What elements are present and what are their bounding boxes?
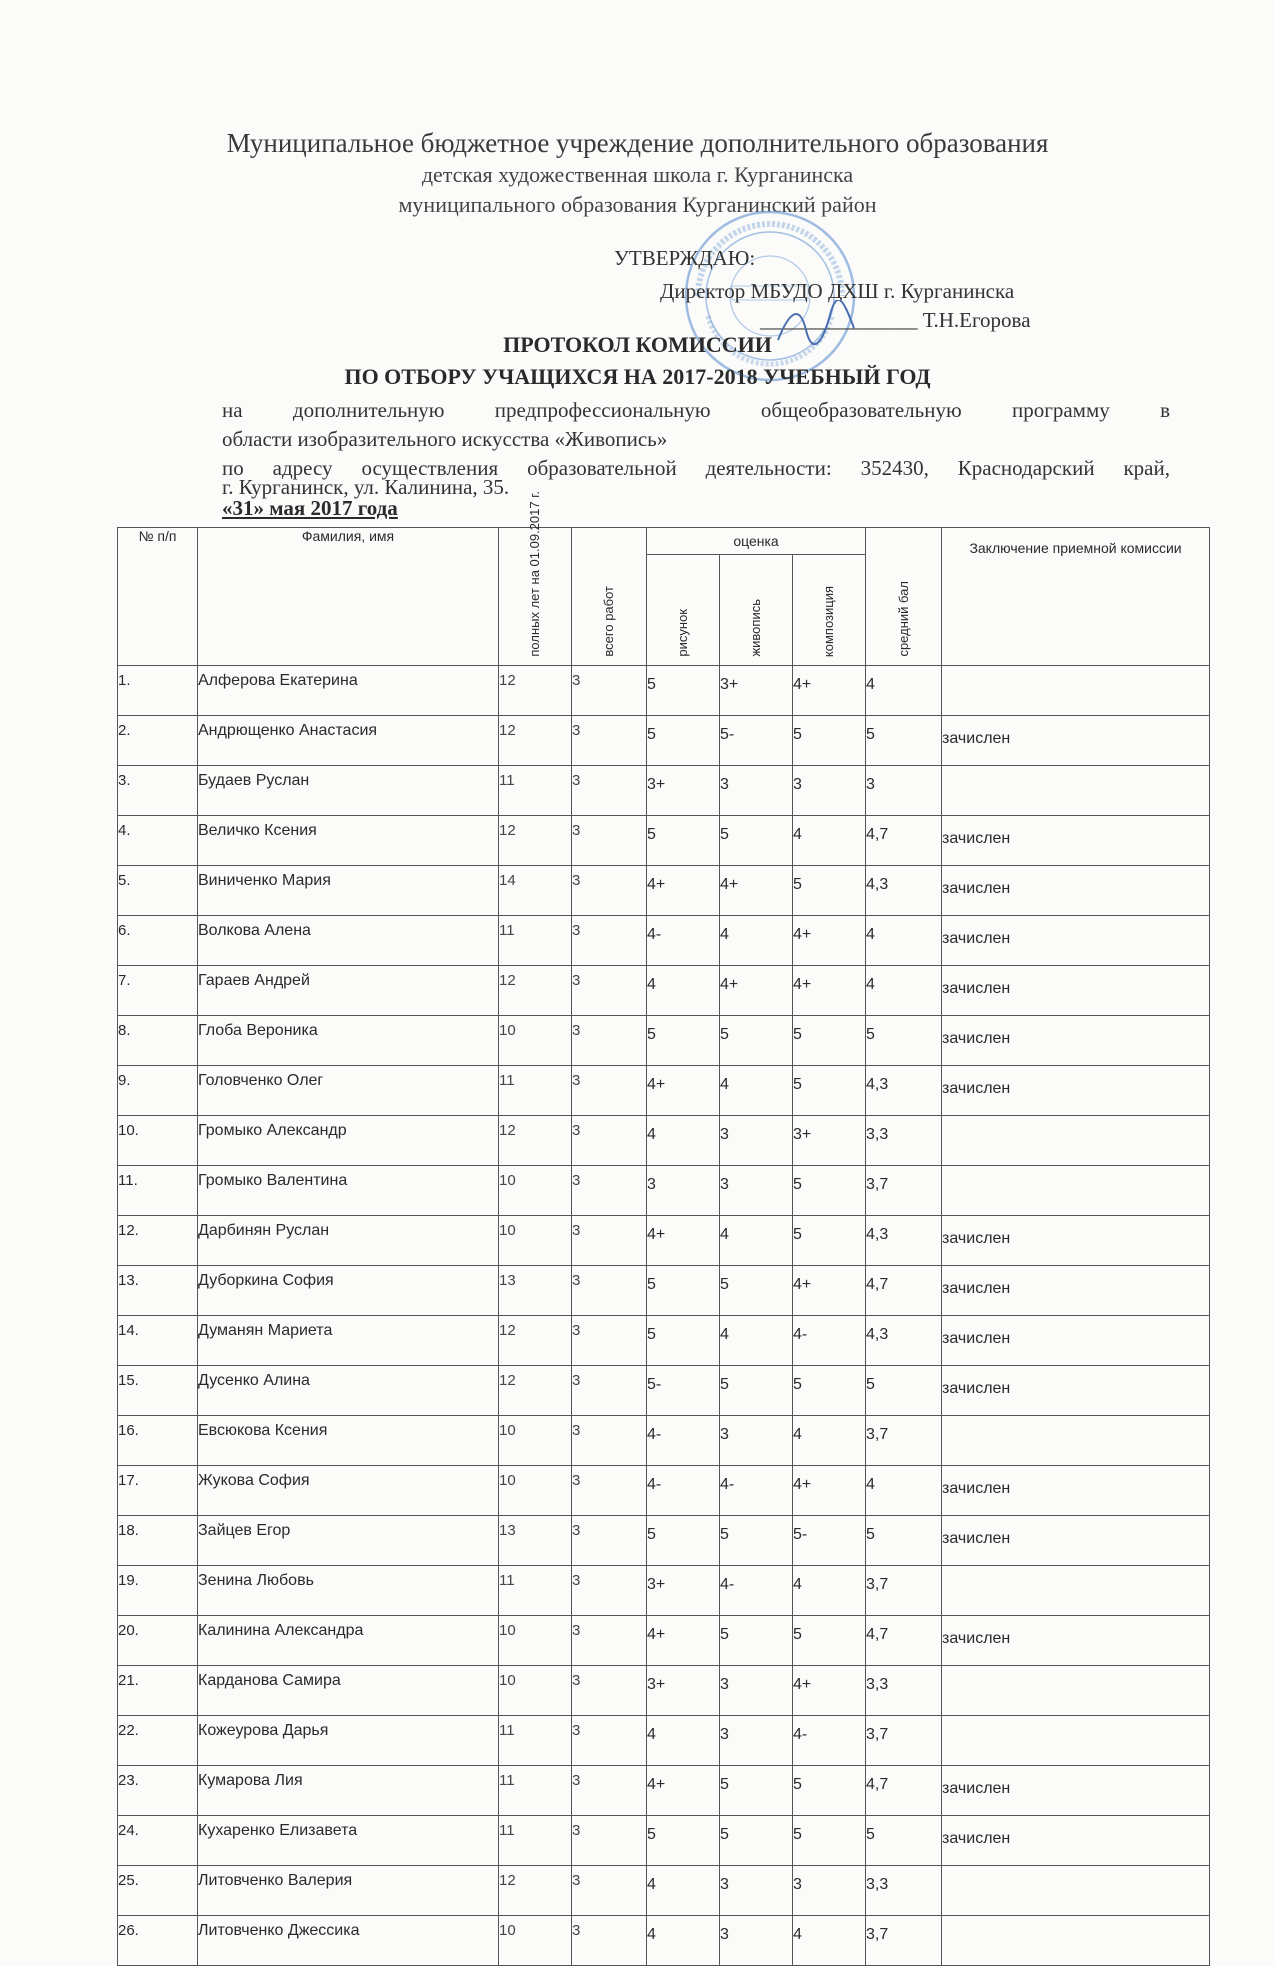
- cell-composition: 4: [793, 816, 866, 866]
- cell-result: зачислен: [942, 916, 1210, 966]
- cell-name: Евсюкова Ксения: [198, 1416, 499, 1466]
- col-grades-header: оценка: [647, 528, 866, 555]
- cell-composition: 4-: [793, 1316, 866, 1366]
- cell-drawing: 4: [647, 1916, 720, 1966]
- cell-avg: 4,3: [866, 1066, 942, 1116]
- cell-name: Громыко Александр: [198, 1116, 499, 1166]
- cell-num: 20.: [118, 1616, 198, 1666]
- cell-age: 12: [499, 816, 572, 866]
- cell-painting: 3+: [720, 666, 793, 716]
- cell-composition: 4+: [793, 666, 866, 716]
- cell-num: 9.: [118, 1066, 198, 1116]
- cell-works: 3: [572, 816, 647, 866]
- cell-age: 12: [499, 966, 572, 1016]
- cell-composition: 5: [793, 1616, 866, 1666]
- cell-name: Кумарова Лия: [198, 1766, 499, 1816]
- table-row: [118, 1816, 1210, 1866]
- cell-num: 10.: [118, 1116, 198, 1166]
- table-row: [118, 1466, 1210, 1516]
- cell-age: 11: [499, 1566, 572, 1616]
- cell-drawing: 5: [647, 716, 720, 766]
- cell-num: 17.: [118, 1466, 198, 1516]
- cell-painting: 3: [720, 1716, 793, 1766]
- cell-avg: 3,7: [866, 1416, 942, 1466]
- cell-painting: 5-: [720, 716, 793, 766]
- cell-age: 12: [499, 716, 572, 766]
- table-row: [118, 1516, 1210, 1566]
- cell-composition: 3: [793, 1866, 866, 1916]
- cell-num: 22.: [118, 1716, 198, 1766]
- table-row: [118, 1066, 1210, 1116]
- cell-works: 3: [572, 1466, 647, 1516]
- table-row: [118, 1666, 1210, 1716]
- cell-age: 10: [499, 1616, 572, 1666]
- cell-drawing: 5: [647, 1316, 720, 1366]
- table-row: [118, 916, 1210, 966]
- cell-result: [942, 1716, 1210, 1766]
- cell-name: Кожеурова Дарья: [198, 1716, 499, 1766]
- approve-label: УТВЕРЖДАЮ:: [614, 246, 756, 270]
- cell-avg: 3,7: [866, 1166, 942, 1216]
- col-painting-header: живопись: [720, 555, 793, 666]
- table-row: [118, 1266, 1210, 1316]
- cell-num: 24.: [118, 1816, 198, 1866]
- cell-num: 11.: [118, 1166, 198, 1216]
- cell-age: 10: [499, 1016, 572, 1066]
- col-composition-header: композиция: [793, 555, 866, 666]
- cell-avg: 4: [866, 666, 942, 716]
- table-row: [118, 766, 1210, 816]
- cell-drawing: 5: [647, 1516, 720, 1566]
- cell-result: зачислен: [942, 1616, 1210, 1666]
- cell-age: 12: [499, 1116, 572, 1166]
- table-row: [118, 1366, 1210, 1416]
- cell-result: [942, 1416, 1210, 1466]
- cell-age: 10: [499, 1166, 572, 1216]
- cell-num: 23.: [118, 1766, 198, 1816]
- cell-num: 14.: [118, 1316, 198, 1366]
- cell-avg: 3,7: [866, 1566, 942, 1616]
- cell-name: Кухаренко Елизавета: [198, 1816, 499, 1866]
- cell-name: Калинина Александра: [198, 1616, 499, 1666]
- cell-painting: 4: [720, 1066, 793, 1116]
- cell-result: [942, 1116, 1210, 1166]
- cell-name: Величко Ксения: [198, 816, 499, 866]
- cell-num: 4.: [118, 816, 198, 866]
- cell-drawing: 4+: [647, 1216, 720, 1266]
- cell-result: зачислен: [942, 1816, 1210, 1866]
- cell-avg: 3,3: [866, 1116, 942, 1166]
- cell-avg: 4,3: [866, 1216, 942, 1266]
- cell-drawing: 4: [647, 1716, 720, 1766]
- cell-num: 19.: [118, 1566, 198, 1616]
- table-row: [118, 1716, 1210, 1766]
- cell-composition: 4+: [793, 1666, 866, 1716]
- cell-painting: 5: [720, 1266, 793, 1316]
- cell-composition: 5: [793, 1166, 866, 1216]
- table-row: [118, 1166, 1210, 1216]
- col-name-header: Фамилия, имя: [198, 528, 499, 666]
- cell-painting: 4: [720, 1216, 793, 1266]
- table-row: [118, 666, 1210, 716]
- cell-composition: 5: [793, 1766, 866, 1816]
- cell-age: 10: [499, 1916, 572, 1966]
- cell-works: 3: [572, 1766, 647, 1816]
- cell-num: 13.: [118, 1266, 198, 1316]
- director-position: Директор МБУДО ДХШ г. Курганинска: [660, 279, 1015, 303]
- table-row: [118, 716, 1210, 766]
- cell-age: 10: [499, 1666, 572, 1716]
- cell-name: Литовченко Джессика: [198, 1916, 499, 1966]
- cell-drawing: 4+: [647, 866, 720, 916]
- cell-works: 3: [572, 1416, 647, 1466]
- cell-name: Дарбинян Руслан: [198, 1216, 499, 1266]
- cell-composition: 4-: [793, 1716, 866, 1766]
- cell-result: [942, 1916, 1210, 1966]
- col-works-header: всего работ: [572, 528, 647, 666]
- cell-composition: 5: [793, 716, 866, 766]
- cell-composition: 4+: [793, 966, 866, 1016]
- cell-works: 3: [572, 1116, 647, 1166]
- cell-painting: 4-: [720, 1466, 793, 1516]
- cell-age: 11: [499, 1716, 572, 1766]
- cell-painting: 4: [720, 1316, 793, 1366]
- cell-painting: 3: [720, 1166, 793, 1216]
- cell-result: зачислен: [942, 1266, 1210, 1316]
- cell-result: [942, 1866, 1210, 1916]
- cell-composition: 5: [793, 1216, 866, 1266]
- cell-age: 12: [499, 1366, 572, 1416]
- cell-painting: 4-: [720, 1566, 793, 1616]
- cell-result: [942, 1566, 1210, 1616]
- cell-avg: 4,7: [866, 1766, 942, 1816]
- cell-avg: 5: [866, 1366, 942, 1416]
- cell-drawing: 3+: [647, 1566, 720, 1616]
- cell-result: зачислен: [942, 1216, 1210, 1266]
- intro-line3: по адресу осуществления образовательной деятельности: 352430, Краснодарский край,: [222, 456, 1170, 480]
- cell-age: 11: [499, 766, 572, 816]
- cell-avg: 4: [866, 966, 942, 1016]
- cell-age: 14: [499, 866, 572, 916]
- cell-works: 3: [572, 1366, 647, 1416]
- cell-result: зачислен: [942, 1366, 1210, 1416]
- cell-result: [942, 666, 1210, 716]
- cell-works: 3: [572, 1316, 647, 1366]
- cell-drawing: 3+: [647, 766, 720, 816]
- cell-num: 1.: [118, 666, 198, 716]
- cell-avg: 3,3: [866, 1666, 942, 1716]
- cell-name: Гараев Андрей: [198, 966, 499, 1016]
- cell-age: 10: [499, 1216, 572, 1266]
- table-row: [118, 1566, 1210, 1616]
- cell-painting: 3: [720, 1116, 793, 1166]
- cell-result: [942, 1666, 1210, 1716]
- cell-composition: 4: [793, 1566, 866, 1616]
- cell-avg: 5: [866, 1516, 942, 1566]
- cell-num: 15.: [118, 1366, 198, 1416]
- cell-result: зачислен: [942, 1066, 1210, 1116]
- cell-name: Зенина Любовь: [198, 1566, 499, 1616]
- cell-painting: 3: [720, 766, 793, 816]
- cell-works: 3: [572, 966, 647, 1016]
- cell-works: 3: [572, 1216, 647, 1266]
- col-num-header: № п/п: [118, 528, 198, 666]
- cell-result: зачислен: [942, 716, 1210, 766]
- cell-painting: 5: [720, 1366, 793, 1416]
- cell-composition: 4: [793, 1416, 866, 1466]
- cell-works: 3: [572, 716, 647, 766]
- cell-works: 3: [572, 1916, 647, 1966]
- cell-name: Головченко Олег: [198, 1066, 499, 1116]
- cell-works: 3: [572, 1716, 647, 1766]
- cell-works: 3: [572, 1516, 647, 1566]
- cell-avg: 5: [866, 716, 942, 766]
- cell-num: 25.: [118, 1866, 198, 1916]
- cell-composition: 5: [793, 1016, 866, 1066]
- cell-composition: 3+: [793, 1116, 866, 1166]
- cell-name: Андрющенко Анастасия: [198, 716, 499, 766]
- cell-result: [942, 766, 1210, 816]
- cell-num: 26.: [118, 1916, 198, 1966]
- cell-drawing: 4-: [647, 1416, 720, 1466]
- cell-result: зачислен: [942, 816, 1210, 866]
- cell-painting: 5: [720, 1016, 793, 1066]
- cell-num: 21.: [118, 1666, 198, 1716]
- protocol-date: «31» мая 2017 года: [222, 496, 398, 520]
- table-row: [118, 966, 1210, 1016]
- cell-age: 12: [499, 666, 572, 716]
- cell-num: 3.: [118, 766, 198, 816]
- cell-age: 10: [499, 1466, 572, 1516]
- cell-avg: 3,3: [866, 1866, 942, 1916]
- intro-line2: области изобразительного искусства «Живопись»: [222, 427, 668, 451]
- cell-num: 6.: [118, 916, 198, 966]
- cell-result: зачислен: [942, 1016, 1210, 1066]
- cell-works: 3: [572, 1066, 647, 1116]
- cell-painting: 5: [720, 1816, 793, 1866]
- cell-result: [942, 1166, 1210, 1216]
- cell-works: 3: [572, 666, 647, 716]
- table-row: [118, 1916, 1210, 1966]
- cell-drawing: 4+: [647, 1066, 720, 1116]
- cell-drawing: 5: [647, 1016, 720, 1066]
- cell-result: зачислен: [942, 966, 1210, 1016]
- cell-num: 8.: [118, 1016, 198, 1066]
- cell-works: 3: [572, 916, 647, 966]
- cell-composition: 5: [793, 1366, 866, 1416]
- cell-painting: 5: [720, 1766, 793, 1816]
- cell-name: Думанян Мариета: [198, 1316, 499, 1366]
- protocol-subtitle: ПО ОТБОРУ УЧАЩИХСЯ НА 2017-2018 УЧЕБНЫЙ ГОД: [344, 364, 931, 389]
- cell-works: 3: [572, 1616, 647, 1666]
- table-row: [118, 866, 1210, 916]
- cell-drawing: 4: [647, 1866, 720, 1916]
- cell-age: 11: [499, 1066, 572, 1116]
- col-age-header: полных лет на 01.09.2017 г.: [499, 528, 572, 666]
- cell-num: 5.: [118, 866, 198, 916]
- org-name-line3: муниципального образования Курганинский район: [398, 192, 877, 217]
- cell-num: 12.: [118, 1216, 198, 1266]
- cell-drawing: 4: [647, 966, 720, 1016]
- cell-works: 3: [572, 766, 647, 816]
- table-row: [118, 1416, 1210, 1466]
- cell-name: Карданова Самира: [198, 1666, 499, 1716]
- cell-drawing: 4+: [647, 1766, 720, 1816]
- cell-drawing: 5: [647, 666, 720, 716]
- cell-painting: 5: [720, 816, 793, 866]
- col-conclusion-header: Заключение приемной комиссии: [942, 528, 1210, 666]
- cell-avg: 4,7: [866, 1266, 942, 1316]
- cell-painting: 4+: [720, 866, 793, 916]
- cell-name: Будаев Руслан: [198, 766, 499, 816]
- cell-num: 16.: [118, 1416, 198, 1466]
- cell-drawing: 4: [647, 1116, 720, 1166]
- cell-avg: 5: [866, 1816, 942, 1866]
- cell-painting: 4: [720, 916, 793, 966]
- cell-composition: 4: [793, 1916, 866, 1966]
- table-row: [118, 816, 1210, 866]
- protocol-title: ПРОТОКОЛ КОМИССИИ: [503, 332, 772, 357]
- cell-name: Виниченко Мария: [198, 866, 499, 916]
- cell-composition: 5: [793, 1816, 866, 1866]
- table-row: [118, 1316, 1210, 1366]
- cell-works: 3: [572, 866, 647, 916]
- cell-painting: 3: [720, 1866, 793, 1916]
- org-name-line1: Муниципальное бюджетное учреждение дополнительного образования: [226, 128, 1049, 158]
- cell-painting: 3: [720, 1416, 793, 1466]
- cell-result: зачислен: [942, 1766, 1210, 1816]
- table-row: [118, 1216, 1210, 1266]
- cell-works: 3: [572, 1566, 647, 1616]
- cell-composition: 4+: [793, 1266, 866, 1316]
- intro-line4: г. Курганинск, ул. Калинина, 35.: [222, 475, 510, 499]
- cell-avg: 3,7: [866, 1916, 942, 1966]
- cell-works: 3: [572, 1166, 647, 1216]
- cell-name: Дуборкина София: [198, 1266, 499, 1316]
- table-row: [118, 1866, 1210, 1916]
- intro-line1: на дополнительную предпрофессиональную общеобразовательную программу в: [222, 398, 1170, 422]
- cell-composition: 5: [793, 866, 866, 916]
- cell-works: 3: [572, 1266, 647, 1316]
- cell-name: Алферова Екатерина: [198, 666, 499, 716]
- cell-composition: 4+: [793, 1466, 866, 1516]
- cell-name: Громыко Валентина: [198, 1166, 499, 1216]
- cell-painting: 5: [720, 1616, 793, 1666]
- table-row: [118, 1116, 1210, 1166]
- cell-composition: 3: [793, 766, 866, 816]
- cell-age: 11: [499, 1816, 572, 1866]
- cell-composition: 5-: [793, 1516, 866, 1566]
- col-average-header: средний бал: [866, 528, 942, 666]
- cell-age: 12: [499, 1866, 572, 1916]
- cell-drawing: 4-: [647, 916, 720, 966]
- cell-drawing: 5: [647, 816, 720, 866]
- cell-num: 7.: [118, 966, 198, 1016]
- cell-name: Зайцев Егор: [198, 1516, 499, 1566]
- cell-avg: 4,7: [866, 1616, 942, 1666]
- cell-avg: 5: [866, 1016, 942, 1066]
- cell-works: 3: [572, 1816, 647, 1866]
- cell-avg: 4: [866, 1466, 942, 1516]
- cell-drawing: 5: [647, 1816, 720, 1866]
- cell-drawing: 5-: [647, 1366, 720, 1416]
- table-row: [118, 1016, 1210, 1066]
- cell-painting: 5: [720, 1516, 793, 1566]
- cell-name: Жукова София: [198, 1466, 499, 1516]
- col-drawing-header: рисунок: [647, 555, 720, 666]
- cell-drawing: 5: [647, 1266, 720, 1316]
- cell-painting: 3: [720, 1666, 793, 1716]
- table-row: [118, 1616, 1210, 1666]
- cell-avg: 4,3: [866, 866, 942, 916]
- director-signature-line: _______________ Т.Н.Егорова: [760, 308, 1031, 332]
- cell-works: 3: [572, 1866, 647, 1916]
- cell-avg: 4: [866, 916, 942, 966]
- cell-age: 13: [499, 1516, 572, 1566]
- cell-age: 11: [499, 1766, 572, 1816]
- cell-age: 11: [499, 916, 572, 966]
- cell-age: 12: [499, 1316, 572, 1366]
- cell-num: 18.: [118, 1516, 198, 1566]
- cell-drawing: 3: [647, 1166, 720, 1216]
- cell-avg: 3,7: [866, 1716, 942, 1766]
- cell-composition: 5: [793, 1066, 866, 1116]
- cell-age: 13: [499, 1266, 572, 1316]
- cell-drawing: 4+: [647, 1616, 720, 1666]
- cell-painting: 3: [720, 1916, 793, 1966]
- cell-name: Волкова Алена: [198, 916, 499, 966]
- cell-result: зачислен: [942, 866, 1210, 916]
- cell-age: 10: [499, 1416, 572, 1466]
- cell-avg: 3: [866, 766, 942, 816]
- cell-drawing: 4-: [647, 1466, 720, 1516]
- cell-avg: 4,3: [866, 1316, 942, 1366]
- cell-avg: 4,7: [866, 816, 942, 866]
- cell-result: зачислен: [942, 1516, 1210, 1566]
- table-row: [118, 1766, 1210, 1816]
- cell-composition: 4+: [793, 916, 866, 966]
- cell-num: 2.: [118, 716, 198, 766]
- cell-works: 3: [572, 1016, 647, 1066]
- cell-name: Глоба Вероника: [198, 1016, 499, 1066]
- cell-name: Дусенко Алина: [198, 1366, 499, 1416]
- cell-result: зачислен: [942, 1466, 1210, 1516]
- cell-works: 3: [572, 1666, 647, 1716]
- cell-drawing: 3+: [647, 1666, 720, 1716]
- org-name-line2: детская художественная школа г. Курганинска: [421, 162, 854, 187]
- cell-result: зачислен: [942, 1316, 1210, 1366]
- cell-name: Литовченко Валерия: [198, 1866, 499, 1916]
- cell-painting: 4+: [720, 966, 793, 1016]
